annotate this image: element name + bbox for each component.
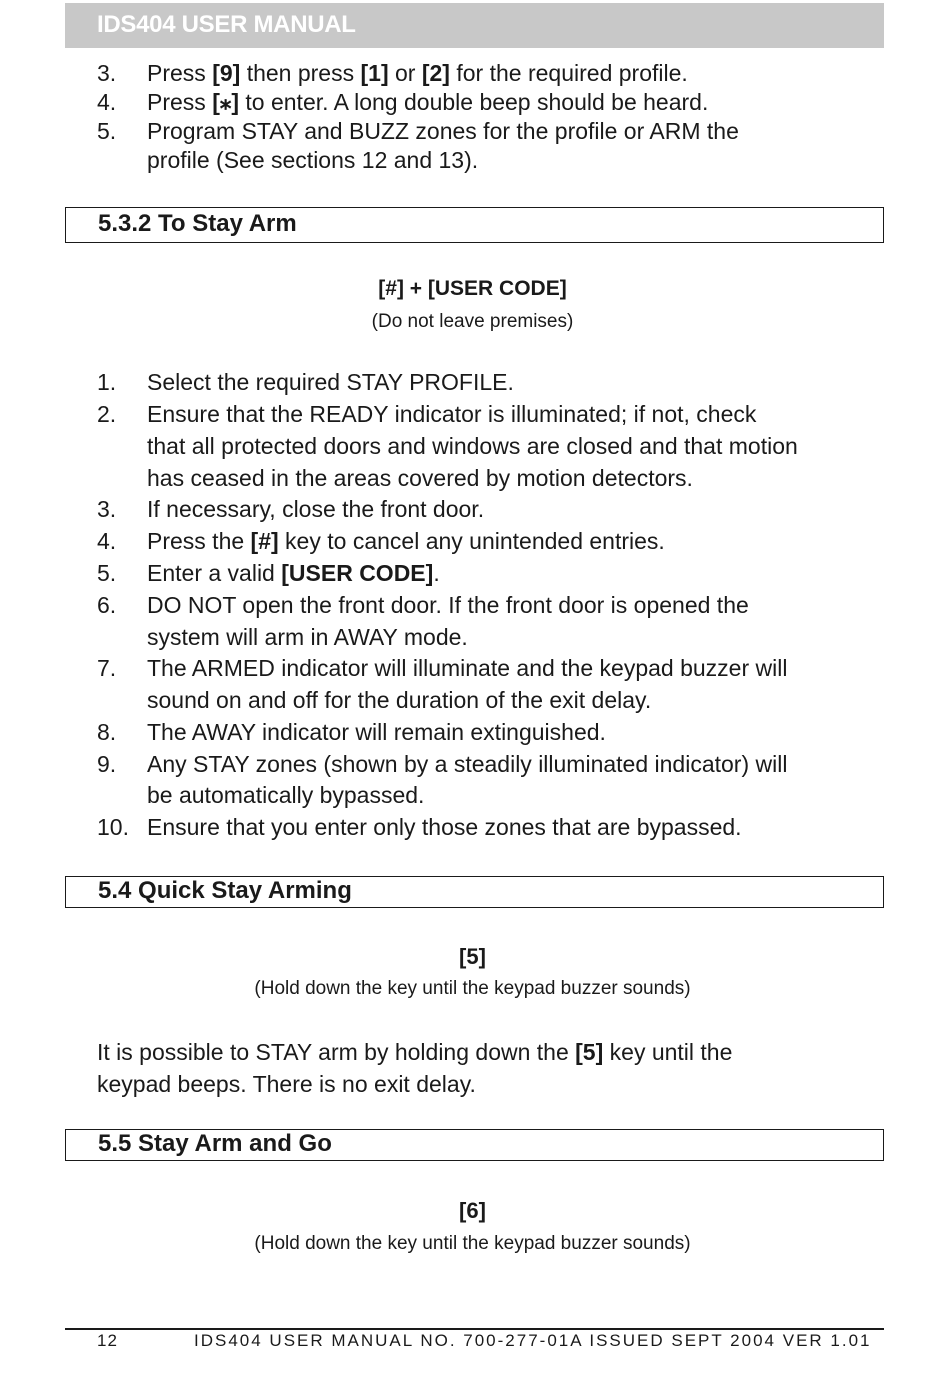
section-title: 5.3.2 To Stay Arm — [98, 210, 297, 237]
command-note: (Hold down the key until the keypad buzzer sounds) — [254, 978, 691, 999]
section-title: 5.5 Stay Arm and Go — [98, 1130, 332, 1157]
step-text: Ensure that you enter only those zones that are bypassed. — [147, 814, 742, 840]
step-number: 5. — [97, 560, 117, 586]
list-number: 5. — [97, 118, 117, 144]
command-note: (Do not leave premises) — [371, 311, 574, 332]
key-command: [6] — [459, 1198, 486, 1223]
step-number: 1. — [97, 369, 117, 395]
key-command: [5] — [459, 944, 486, 969]
step-number: 9. — [97, 751, 117, 777]
step-number: 4. — [97, 528, 117, 554]
page-number: 12 — [97, 1331, 118, 1350]
step-text: DO NOT open the front door. If the front door is opened the — [147, 592, 749, 618]
section-heading-box — [65, 876, 884, 908]
list-number: 4. — [97, 89, 117, 115]
manual-title: IDS404 USER MANUAL — [97, 11, 356, 38]
list-item: Press [⁎] to enter. A long double beep should be heard. — [147, 89, 709, 115]
step-text: system will arm in AWAY mode. — [147, 624, 468, 650]
step-text: Select the required STAY PROFILE. — [147, 369, 514, 395]
step-number: 6. — [97, 592, 117, 618]
step-text: Ensure that the READY indicator is illuminated; if not, check — [147, 401, 757, 427]
step-number: 7. — [97, 655, 117, 681]
list-item-continuation: profile (See sections 12 and 13). — [147, 147, 479, 173]
step-text: The ARMED indicator will illuminate and the keypad buzzer will — [147, 655, 788, 681]
section-heading-box — [65, 1129, 884, 1161]
step-text: be automatically bypassed. — [147, 782, 425, 808]
step-number: 10. — [97, 814, 129, 840]
command-note: (Hold down the key until the keypad buzzer sounds) — [254, 1233, 691, 1254]
step-text: If necessary, close the front door. — [147, 496, 485, 522]
step-text: sound on and off for the duration of the exit delay. — [147, 687, 652, 713]
step-text: has ceased in the areas covered by motion detectors. — [147, 465, 693, 491]
step-text: Press the [#] key to cancel any unintended entries. — [147, 528, 665, 554]
list-item: Press [9] then press [1] or [2] for the required profile. — [147, 60, 688, 86]
list-item: Program STAY and BUZZ zones for the profile or ARM the — [147, 118, 739, 144]
step-text: Enter a valid [USER CODE]. — [147, 560, 440, 586]
section-title: 5.4 Quick Stay Arming — [98, 877, 352, 904]
paragraph: It is possible to STAY arm by holding down the [5] key until the keypad beeps. There is no exit delay. — [97, 1039, 733, 1097]
section-heading-box — [65, 207, 884, 243]
footer-text: IDS404 USER MANUAL NO. 700-277-01A ISSUED SEPT 2004 VER 1.01 — [194, 1331, 872, 1350]
step-text: The AWAY indicator will remain extinguished. — [147, 719, 606, 745]
step-text: that all protected doors and windows are closed and that motion — [147, 433, 798, 459]
list-number: 3. — [97, 60, 117, 86]
step-number: 8. — [97, 719, 117, 745]
key-command: [#] + [USER CODE] — [378, 277, 567, 300]
footer-divider — [65, 1328, 884, 1330]
step-number: 3. — [97, 496, 117, 522]
step-number: 2. — [97, 401, 117, 427]
header-bar — [65, 3, 884, 48]
step-text: Any STAY zones (shown by a steadily illuminated indicator) will — [147, 751, 788, 777]
